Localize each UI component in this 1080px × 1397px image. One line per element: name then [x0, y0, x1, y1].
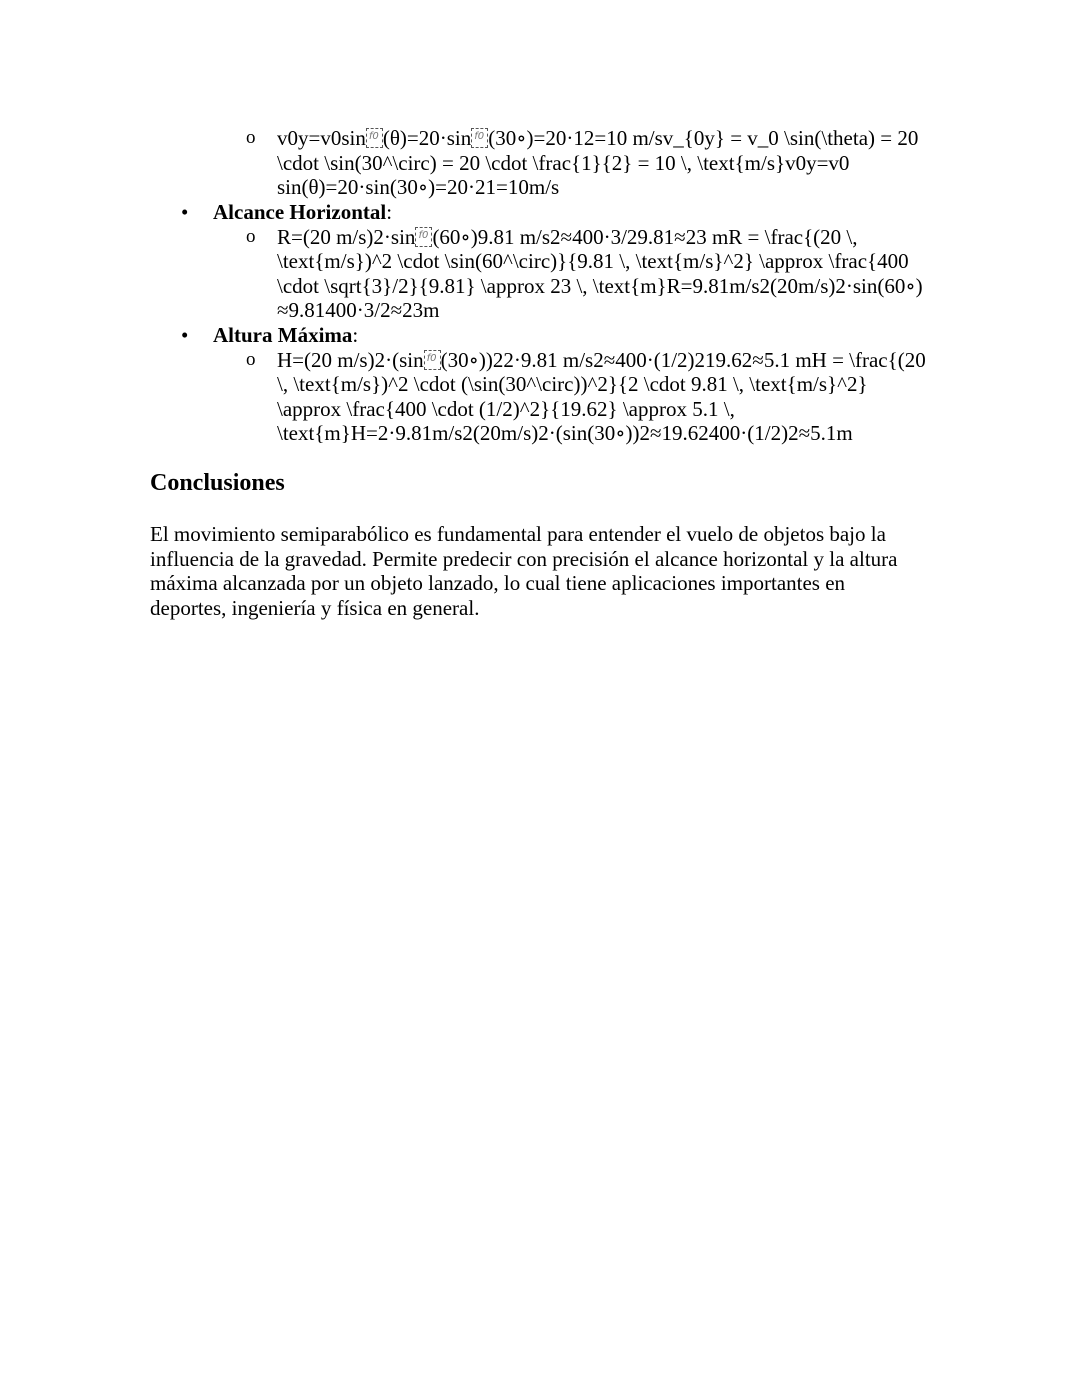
sub-bullet-marker: o	[246, 349, 256, 370]
formula-line: \, \text{m/s})^2 \cdot (\sin(30^\circ))^2}{2 \cdot 9.81 \, \text{m/s}^2}	[277, 372, 868, 396]
formula-line: \text{m}H=2·9.81m/s2(20m/s)2·(sin(30∘))2≈19.62400·(1/2)2≈5.1m	[277, 421, 853, 445]
paragraph-line: El movimiento semiparabólico es fundamental para entender el vuelo de objetos bajo la	[150, 522, 886, 546]
formula-line	[277, 225, 858, 249]
section-heading: Conclusiones	[150, 470, 285, 496]
formula-line: \approx \frac{400 \cdot (1/2)^2}{19.62} \approx 5.1 \,	[277, 397, 735, 421]
formula-line: \cdot \sqrt{3}/2}{9.81} \approx 23 \, \text{m}R=9.81m/s2(20m/s)2·sin(60∘)	[277, 274, 923, 298]
formula-text: (θ)=20·sin	[382, 126, 472, 150]
bullet-marker: •	[181, 323, 189, 347]
list-item-heading: Altura Máxima	[213, 323, 353, 347]
sub-bullet-marker: o	[246, 127, 256, 148]
missing-glyph-icon	[366, 128, 383, 148]
formula-text: H=(20 m/s)2·(sin	[277, 348, 424, 372]
formula-line: \cdot \sin(30^\circ) = 20 \cdot \frac{1}{2} = 10 \, \text{m/s}v0y=v0	[277, 151, 850, 175]
formula-text: R=(20 m/s)2·sin	[277, 225, 416, 249]
formula-text: (30∘)=20·12=10 m/sv_{0y} = v_0 \sin(\theta) = 20	[488, 126, 919, 150]
formula-text: v0y=v0sin	[277, 126, 366, 150]
list-item-colon: :	[352, 323, 359, 347]
bullet-marker: •	[181, 200, 189, 224]
missing-glyph-icon	[424, 350, 441, 370]
formula-line	[277, 126, 918, 150]
paragraph-line: influencia de la gravedad. Permite predecir con precisión el alcance horizontal y la altura	[150, 547, 898, 571]
paragraph-line: deportes, ingeniería y física en general.	[150, 596, 480, 620]
formula-text: (60∘)9.81 m/s2≈400·3/29.81≈23 mR = \frac{(20 \,	[432, 225, 858, 249]
list-item-title	[213, 323, 358, 347]
list-item-title	[213, 200, 392, 224]
formula-line	[277, 348, 926, 372]
formula-line: sin(θ)=20·sin(30∘)=20·21=10m/s	[277, 175, 560, 199]
formula-line: \text{m/s})^2 \cdot \sin(60^\circ)}{9.81 \, \text{m/s}^2} \approx \frac{400	[277, 249, 909, 273]
list-item-colon: :	[386, 200, 393, 224]
formula-text: (30∘))22·9.81 m/s2≈400·(1/2)219.62≈5.1 mH = \frac{(20	[440, 348, 926, 372]
formula-line: ≈9.81400·3/2≈23m	[277, 298, 440, 322]
missing-glyph-icon	[415, 227, 432, 247]
sub-bullet-marker: o	[246, 226, 256, 247]
list-item-heading: Alcance Horizontal	[213, 200, 387, 224]
missing-glyph-icon	[471, 128, 488, 148]
paragraph-line: máxima alcanzada por un objeto lanzado, lo cual tiene aplicaciones importantes en	[150, 571, 846, 595]
